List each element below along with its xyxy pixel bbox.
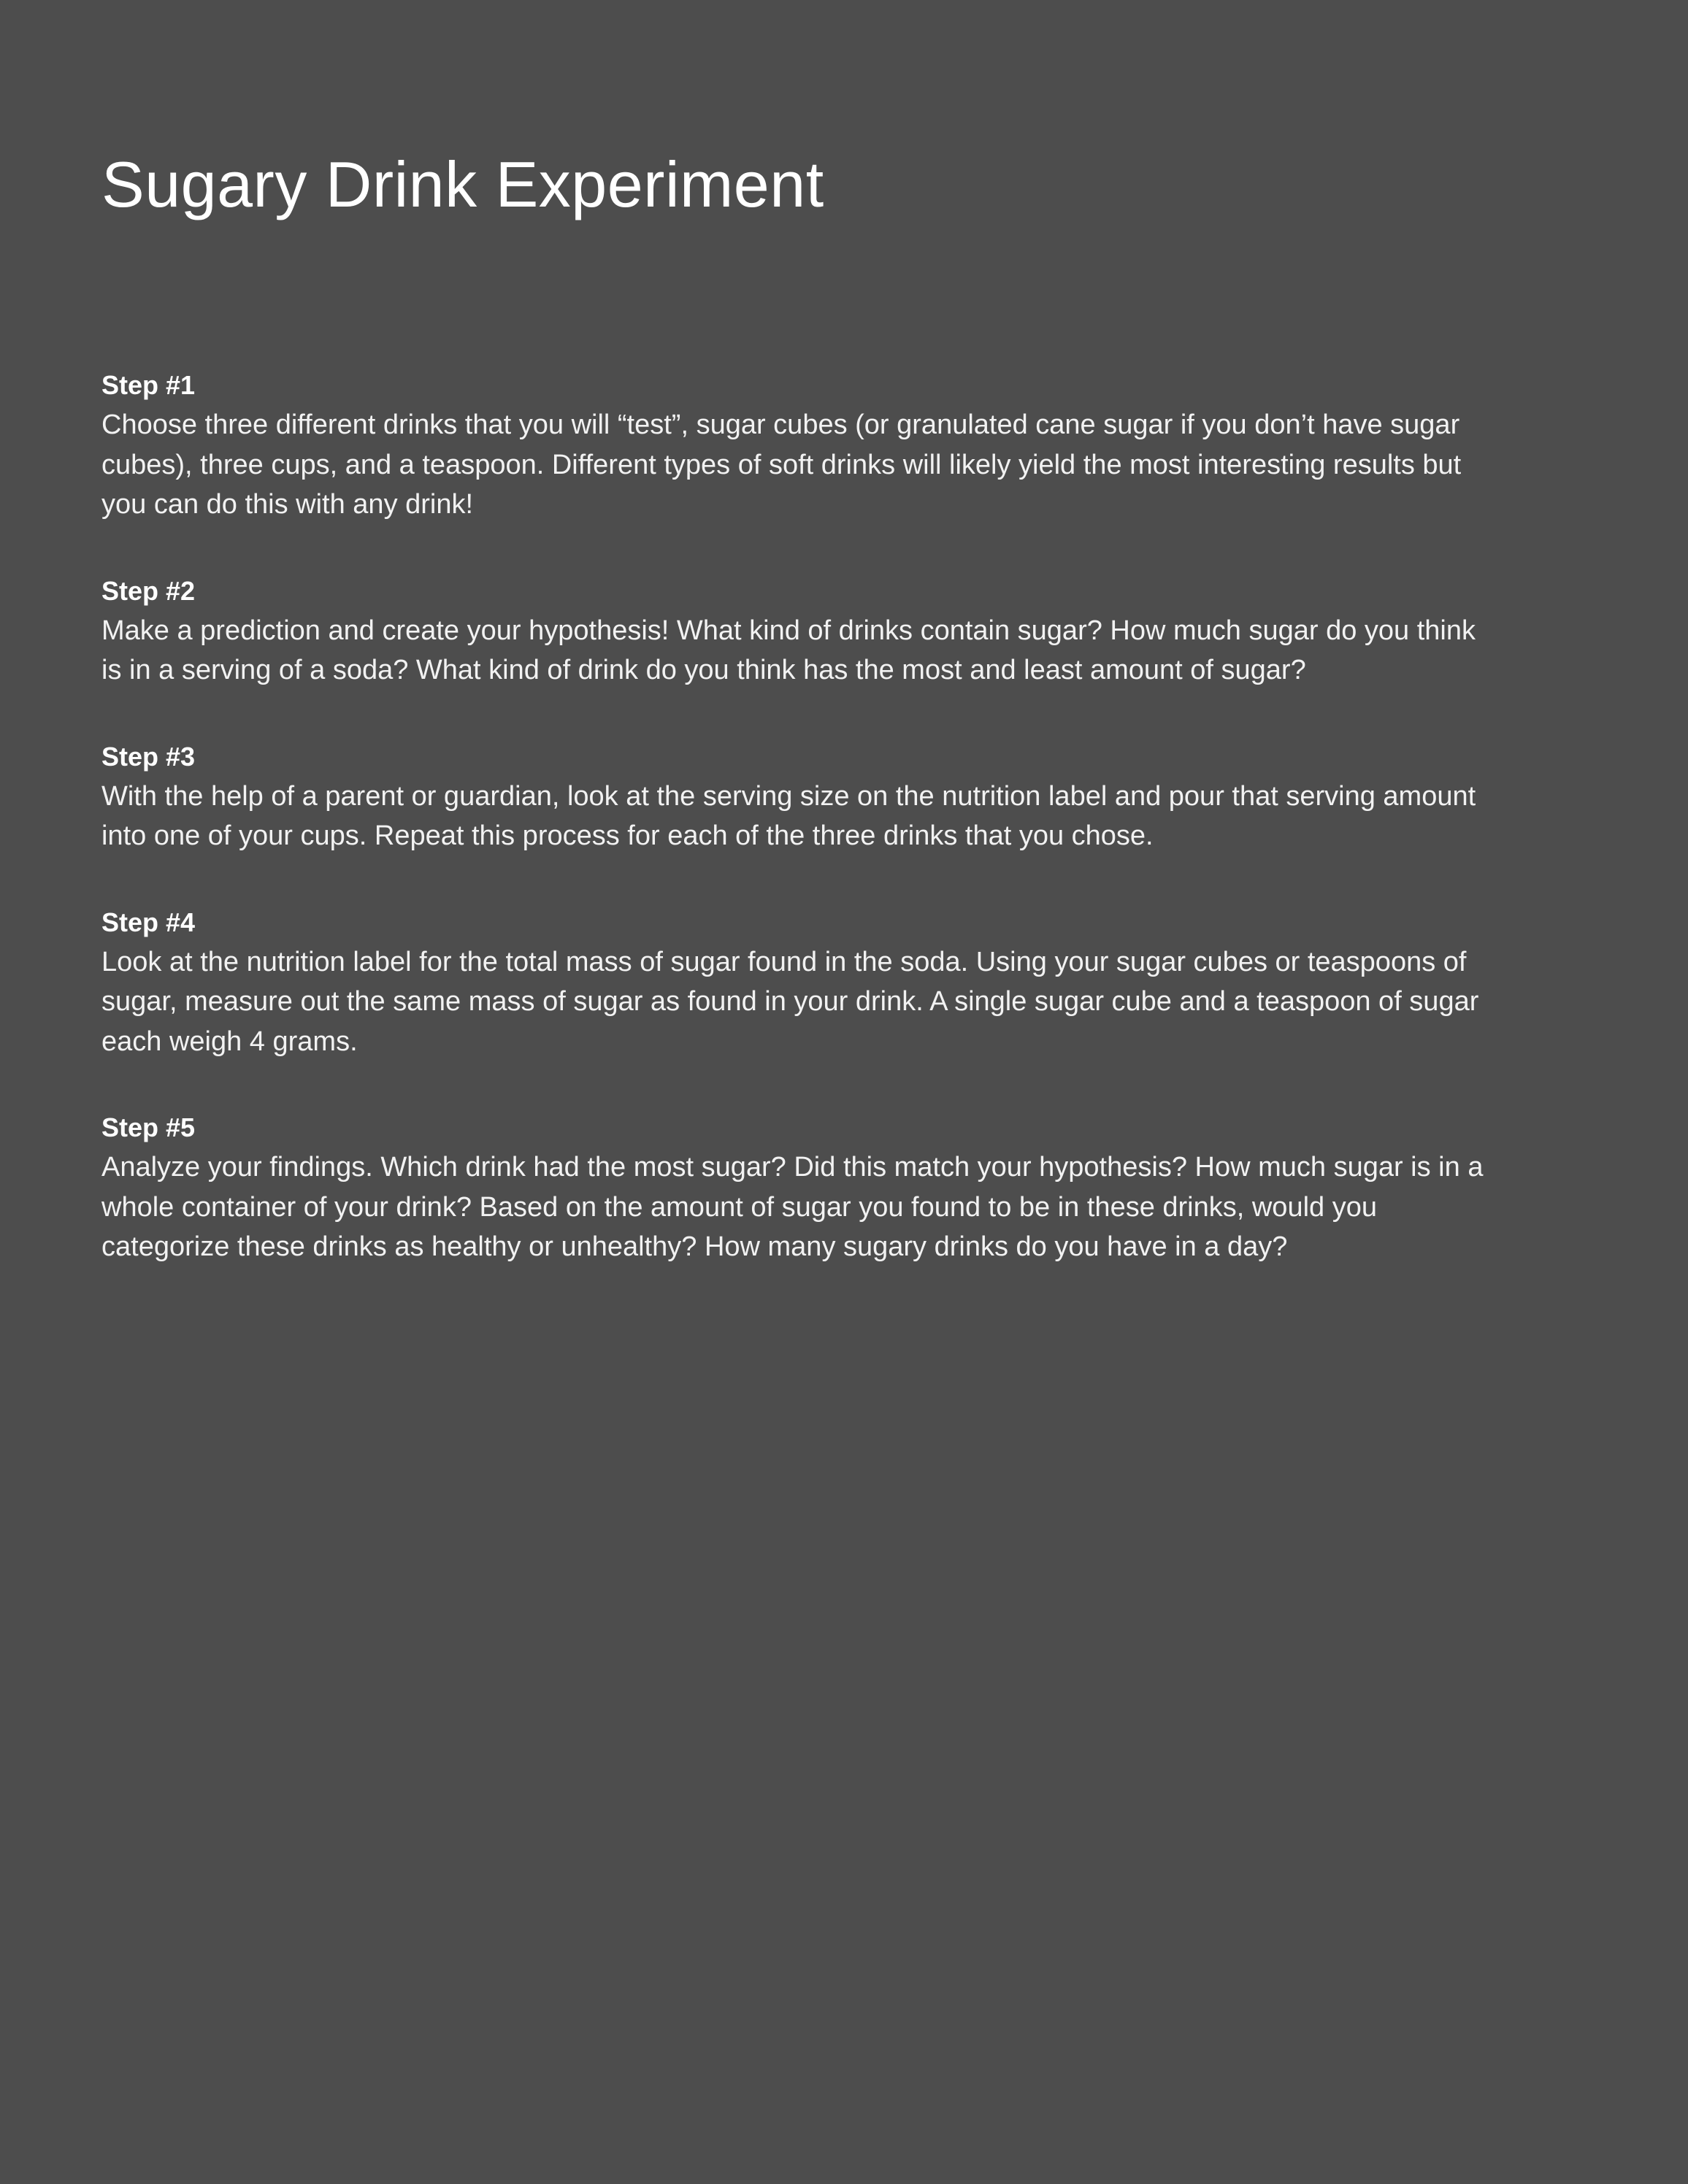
step-4 xyxy=(101,903,1489,1062)
step-heading: Step #2 xyxy=(101,575,196,606)
step-heading: Step #3 xyxy=(101,741,196,772)
step-heading: Step #4 xyxy=(101,907,196,937)
step-heading: Step #5 xyxy=(101,1112,196,1142)
steps-list xyxy=(101,366,1489,1314)
step-heading: Step #1 xyxy=(101,370,196,400)
step-body: Analyze your findings. Which drink had the most sugar? Did this match your hypothesis? How much sugar is in a whole container of your drink? Based on the amount of sugar you found to be in these drinks, would you categorize these drinks as healthy or unhealthy? How many sugary drinks do you have in a day? xyxy=(101,1152,1484,1262)
step-body: Look at the nutrition label for the total mass of sugar found in the soda. Using your sugar cubes or teaspoons of sugar, measure out the same mass of sugar as found in your drink. A single sugar cube and a teaspoon of sugar each weigh 4 grams. xyxy=(101,946,1479,1057)
step-3 xyxy=(101,737,1489,856)
step-5 xyxy=(101,1108,1489,1267)
step-1 xyxy=(101,366,1489,525)
page-title: Sugary Drink Experiment xyxy=(101,148,824,220)
step-body: With the help of a parent or guardian, look at the serving size on the nutrition label and pour that serving amount into one of your cups. Repeat this process for each of the three drinks that you chose. xyxy=(101,780,1476,851)
step-body: Choose three different drinks that you will “test”, sugar cubes (or granulated cane sugar if you don’t have sugar cubes), three cups, and a teaspoon. Different types of soft drinks will likely yield the most interesting results but you can do this with any drink! xyxy=(101,410,1462,520)
step-2 xyxy=(101,572,1489,691)
step-body: Make a prediction and create your hypothesis! What kind of drinks contain sugar? How much sugar do you think is in a serving of a soda? What kind of drink do you think has the most and least amount of sugar? xyxy=(101,615,1476,685)
